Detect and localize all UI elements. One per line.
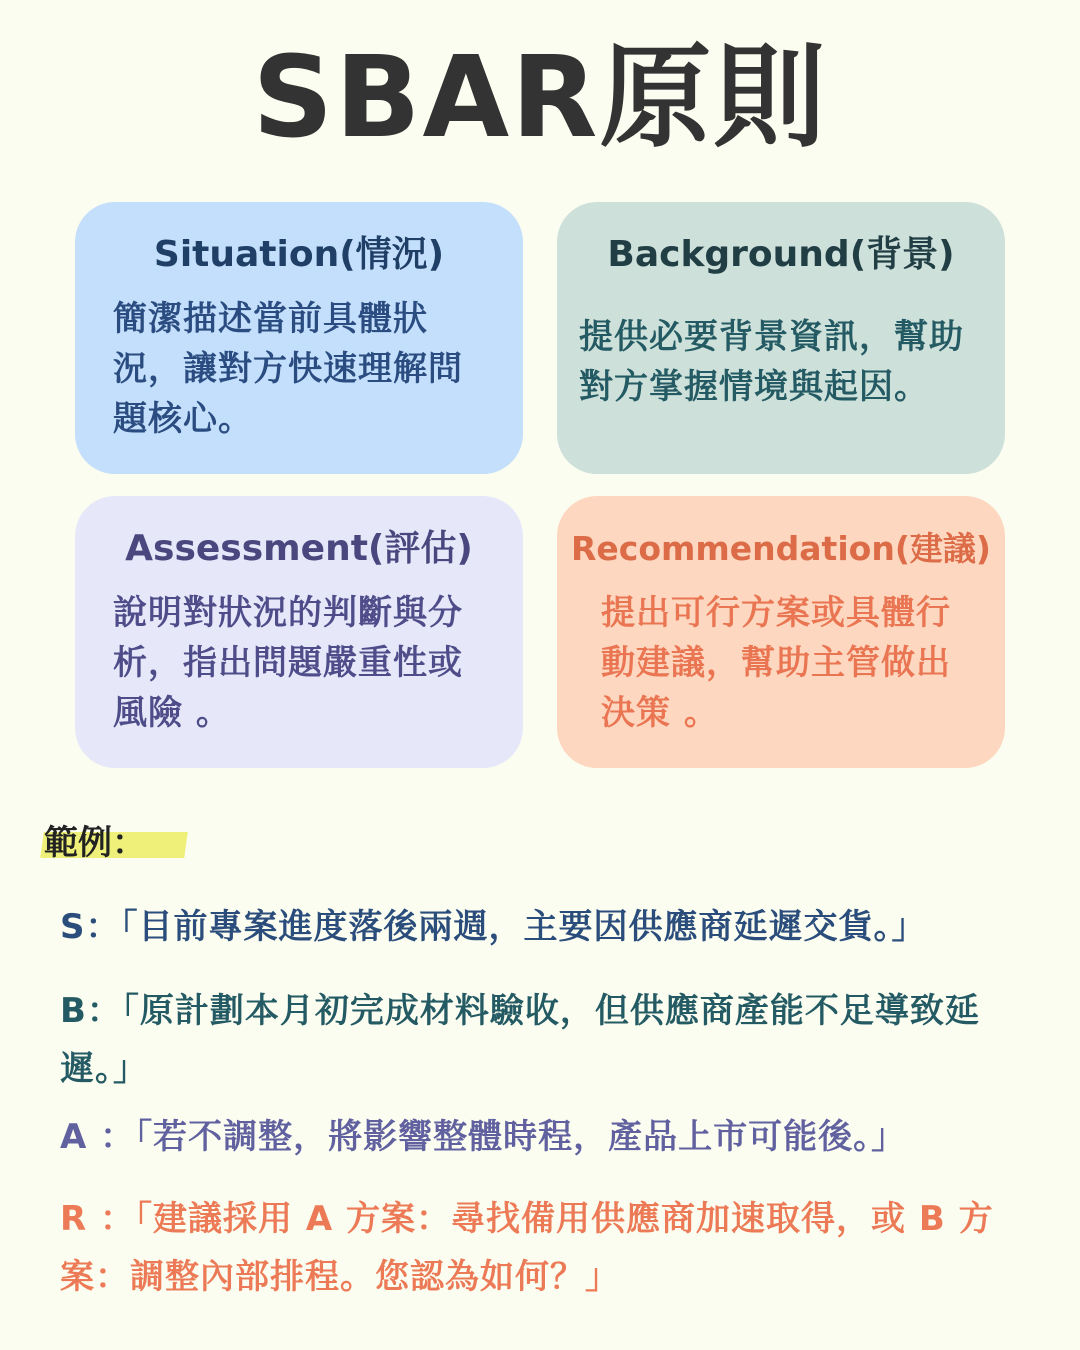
background-card-title: Background(背景) xyxy=(607,234,955,275)
recommendation-card xyxy=(557,496,1005,768)
situation-card xyxy=(75,202,523,474)
background-card xyxy=(557,202,1005,474)
example-recommendation: R ：「建議採用 A 方案：尋找備用供應商加速取得，或 B 方案：調整內部排程。您認為如何？」 xyxy=(60,1199,994,1297)
page-title: SBAR原則 xyxy=(252,33,828,163)
recommendation-card-body: 提出可行方案或具體行動建議，幫助主管做出決策 。 xyxy=(601,593,951,733)
situation-card-body: 簡潔描述當前具體狀況，讓對方快速理解問題核心。 xyxy=(113,299,463,439)
assessment-card-title: Assessment(評估) xyxy=(125,528,473,569)
example-assessment: A ：「若不調整，將影響整體時程，產品上市可能後。」 xyxy=(60,1117,907,1157)
assessment-card-body: 說明對狀況的判斷與分析，指出問題嚴重性或風險 。 xyxy=(113,593,463,733)
background-card-body: 提供必要背景資訊，幫助對方掌握情境與起因。 xyxy=(579,317,964,407)
example-situation: S：「目前專案進度落後兩週，主要因供應商延遲交貨。」 xyxy=(60,907,927,947)
situation-card-title: Situation(情況) xyxy=(153,234,445,275)
example-label: 範例： xyxy=(44,823,146,863)
assessment-card xyxy=(75,496,523,768)
recommendation-card-title: Recommendation(建議) xyxy=(571,529,991,568)
example-background: B：「原計劃本月初完成材料驗收，但供應商產能不足導致延遲。」 xyxy=(60,991,980,1089)
